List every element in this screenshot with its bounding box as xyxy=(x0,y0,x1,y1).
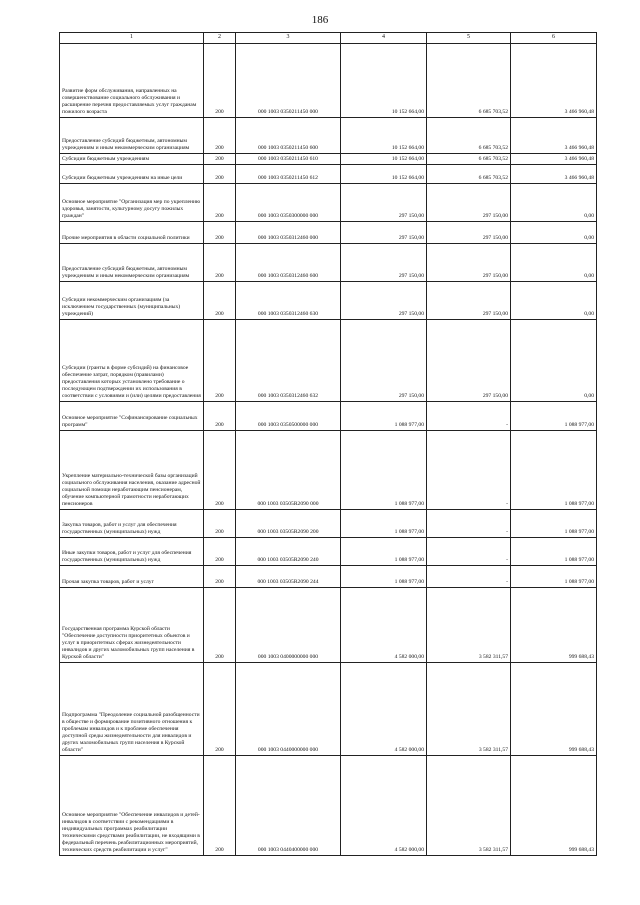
row-amount-plan: 4 582 000,00 xyxy=(341,756,427,856)
header-row xyxy=(60,33,597,44)
row-amount-rest: 1 088 977,00 xyxy=(511,431,597,510)
row-amount-exec: 297 150,00 xyxy=(427,282,511,320)
row-amount-rest: 0,00 xyxy=(511,282,597,320)
row-amount-exec: 297 150,00 xyxy=(427,184,511,222)
table-row xyxy=(60,184,597,222)
row-name: Субсидии (гранты в форме субсидий) на финансовое обеспечение затрат, порядком (правилами) предоставления которых установлено требование о последующем подтверждении их использования в соответствии с условиями и (или) целями предоставления xyxy=(60,320,204,402)
row-code: 000 1003 03505R2090 200 xyxy=(236,510,341,538)
row-amount-plan: 10 152 664,00 xyxy=(341,118,427,154)
row-code: 000 1003 0350312460 000 xyxy=(236,222,341,244)
row-grbs: 200 xyxy=(204,431,236,510)
row-grbs: 200 xyxy=(204,320,236,402)
column-header: 4 xyxy=(341,33,427,44)
row-amount-exec: 6 685 703,52 xyxy=(427,165,511,184)
row-grbs: 200 xyxy=(204,44,236,118)
row-amount-rest: 1 088 977,00 xyxy=(511,402,597,431)
row-code: 000 1003 0350312460 630 xyxy=(236,282,341,320)
row-amount-rest: 999 688,43 xyxy=(511,756,597,856)
row-grbs: 200 xyxy=(204,663,236,756)
row-name: Основное мероприятие "Софинансирование социальных программ" xyxy=(60,402,204,431)
row-amount-plan: 4 582 000,00 xyxy=(341,663,427,756)
table-row xyxy=(60,244,597,282)
table-row xyxy=(60,320,597,402)
table-row xyxy=(60,538,597,566)
row-name: Субсидии бюджетным учреждениям xyxy=(60,154,204,165)
row-amount-plan: 297 150,00 xyxy=(341,244,427,282)
row-grbs: 200 xyxy=(204,184,236,222)
row-amount-plan: 297 150,00 xyxy=(341,320,427,402)
table-row xyxy=(60,154,597,165)
row-code: 000 1003 0350211450 610 xyxy=(236,154,341,165)
row-grbs: 200 xyxy=(204,756,236,856)
row-amount-rest: 0,00 xyxy=(511,184,597,222)
row-code: 000 1003 0350211450 600 xyxy=(236,118,341,154)
column-header: 5 xyxy=(427,33,511,44)
table-row xyxy=(60,44,597,118)
row-code: 000 1003 0350300000 000 xyxy=(236,184,341,222)
row-grbs: 200 xyxy=(204,538,236,566)
column-header: 1 xyxy=(60,33,204,44)
row-amount-plan: 1 088 977,00 xyxy=(341,566,427,588)
table-row xyxy=(60,118,597,154)
row-amount-exec: 3 582 311,57 xyxy=(427,588,511,663)
row-name: Укрепление материально-технической базы организаций социального обслуживания населения, оказание адресной социальной помощи неработающим пенсионерам, обучение компьютерной грамотности неработающих пенсионеров xyxy=(60,431,204,510)
row-amount-rest: 3 466 960,48 xyxy=(511,165,597,184)
row-amount-exec: 6 685 703,52 xyxy=(427,118,511,154)
row-amount-plan: 10 152 664,00 xyxy=(341,165,427,184)
row-amount-exec: 3 582 311,57 xyxy=(427,663,511,756)
row-amount-rest: 999 688,43 xyxy=(511,663,597,756)
table-row xyxy=(60,402,597,431)
row-amount-exec: 6 685 703,52 xyxy=(427,154,511,165)
row-amount-exec: 297 150,00 xyxy=(427,222,511,244)
table-row xyxy=(60,165,597,184)
row-name: Основное мероприятие "Обеспечение инвалидов и детей-инвалидов в соответствии с рекомендациями в индивидуальных программах реабилитации техническими средствами реабилитации, не входящими в федеральный перечень реабилитационных мероприятий, технических средств реабилитации и услуг" xyxy=(60,756,204,856)
row-name: Субсидии некоммерческим организациям (за исключением государственных (муниципальных) учреждений) xyxy=(60,282,204,320)
row-amount-plan: 1 088 977,00 xyxy=(341,538,427,566)
row-grbs: 200 xyxy=(204,588,236,663)
row-name: Государственная программа Курской области "Обеспечение доступности приоритетных объектов и услуг в приоритетных сферах жизнедеятельности инвалидов и других маломобильных групп населения в Курской области" xyxy=(60,588,204,663)
row-name: Иные закупки товаров, работ и услуг для обеспечения государственных (муниципальных) нужд xyxy=(60,538,204,566)
row-amount-plan: 1 088 977,00 xyxy=(341,402,427,431)
table-row xyxy=(60,566,597,588)
budget-table xyxy=(59,32,597,856)
row-code: 000 1003 03505R2090 000 xyxy=(236,431,341,510)
row-name: Подпрограмма "Преодоление социальной разобщенности в обществе и формирование позитивного отношения к проблемам инвалидов и к проблеме обеспечения доступной среды жизнедеятельности для инвалидов и других маломобильных групп населения в Курской области" xyxy=(60,663,204,756)
row-name: Прочие мероприятия в области социальной политики xyxy=(60,222,204,244)
row-grbs: 200 xyxy=(204,222,236,244)
row-name: Прочая закупка товаров, работ и услуг xyxy=(60,566,204,588)
row-amount-exec: - xyxy=(427,431,511,510)
row-grbs: 200 xyxy=(204,282,236,320)
row-name: Основное мероприятие "Организация мер по укреплению здоровья, занятости, культурному досугу пожилых граждан" xyxy=(60,184,204,222)
row-code: 000 1003 03505R2090 244 xyxy=(236,566,341,588)
row-code: 000 1003 0350312460 600 xyxy=(236,244,341,282)
row-amount-exec: - xyxy=(427,566,511,588)
row-amount-exec: 3 582 311,57 xyxy=(427,756,511,856)
row-amount-exec: - xyxy=(427,538,511,566)
row-code: 000 1003 0350500000 000 xyxy=(236,402,341,431)
row-amount-exec: 297 150,00 xyxy=(427,244,511,282)
row-grbs: 200 xyxy=(204,566,236,588)
page-number: 186 xyxy=(311,14,329,26)
row-grbs: 200 xyxy=(204,510,236,538)
row-name: Закупка товаров, работ и услуг для обеспечения государственных (муниципальных) нужд xyxy=(60,510,204,538)
row-amount-exec: - xyxy=(427,402,511,431)
row-code: 000 1003 0440400000 000 xyxy=(236,756,341,856)
row-name: Предоставление субсидий бюджетным, автономным учреждениям и иным некоммерческим организациям xyxy=(60,244,204,282)
table-row xyxy=(60,756,597,856)
row-amount-rest: 0,00 xyxy=(511,244,597,282)
row-amount-plan: 10 152 664,00 xyxy=(341,154,427,165)
row-amount-rest: 0,00 xyxy=(511,222,597,244)
row-name: Предоставление субсидий бюджетным, автономным учреждениям и иным некоммерческим организациям xyxy=(60,118,204,154)
row-amount-rest: 1 088 977,00 xyxy=(511,538,597,566)
row-amount-plan: 297 150,00 xyxy=(341,282,427,320)
row-code: 000 1003 03505R2090 240 xyxy=(236,538,341,566)
row-code: 000 1003 0440000000 000 xyxy=(236,663,341,756)
table-row xyxy=(60,222,597,244)
row-grbs: 200 xyxy=(204,154,236,165)
row-code: 000 1003 0400000000 000 xyxy=(236,588,341,663)
row-amount-rest: 3 466 960,48 xyxy=(511,118,597,154)
table-row xyxy=(60,282,597,320)
row-amount-rest: 3 466 960,48 xyxy=(511,44,597,118)
row-amount-plan: 297 150,00 xyxy=(341,184,427,222)
row-name: Развитие форм обслуживания, направленных на совершенствование социального обслуживания и расширение перечня предоставляемых услуг гражданам пожилого возраста xyxy=(60,44,204,118)
row-amount-rest: 3 466 960,48 xyxy=(511,154,597,165)
row-grbs: 200 xyxy=(204,402,236,431)
row-amount-rest: 1 088 977,00 xyxy=(511,566,597,588)
row-amount-exec: 6 685 703,52 xyxy=(427,44,511,118)
row-amount-rest: 999 688,43 xyxy=(511,588,597,663)
row-amount-exec: - xyxy=(427,510,511,538)
table-row xyxy=(60,431,597,510)
row-amount-plan: 4 582 000,00 xyxy=(341,588,427,663)
row-amount-plan: 297 150,00 xyxy=(341,222,427,244)
row-code: 000 1003 0350312460 632 xyxy=(236,320,341,402)
table-row xyxy=(60,588,597,663)
row-grbs: 200 xyxy=(204,165,236,184)
row-code: 000 1003 0350211450 612 xyxy=(236,165,341,184)
row-amount-plan: 10 152 664,00 xyxy=(341,44,427,118)
row-grbs: 200 xyxy=(204,244,236,282)
table-row xyxy=(60,510,597,538)
row-amount-plan: 1 088 977,00 xyxy=(341,510,427,538)
row-amount-plan: 1 088 977,00 xyxy=(341,431,427,510)
row-amount-rest: 1 088 977,00 xyxy=(511,510,597,538)
column-header: 3 xyxy=(236,33,341,44)
table-row xyxy=(60,663,597,756)
row-amount-exec: 297 150,00 xyxy=(427,320,511,402)
row-code: 000 1003 0350211450 000 xyxy=(236,44,341,118)
column-header: 2 xyxy=(204,33,236,44)
row-grbs: 200 xyxy=(204,118,236,154)
column-header: 6 xyxy=(511,33,597,44)
row-name: Субсидии бюджетным учреждениям на иные цели xyxy=(60,165,204,184)
row-amount-rest: 0,00 xyxy=(511,320,597,402)
